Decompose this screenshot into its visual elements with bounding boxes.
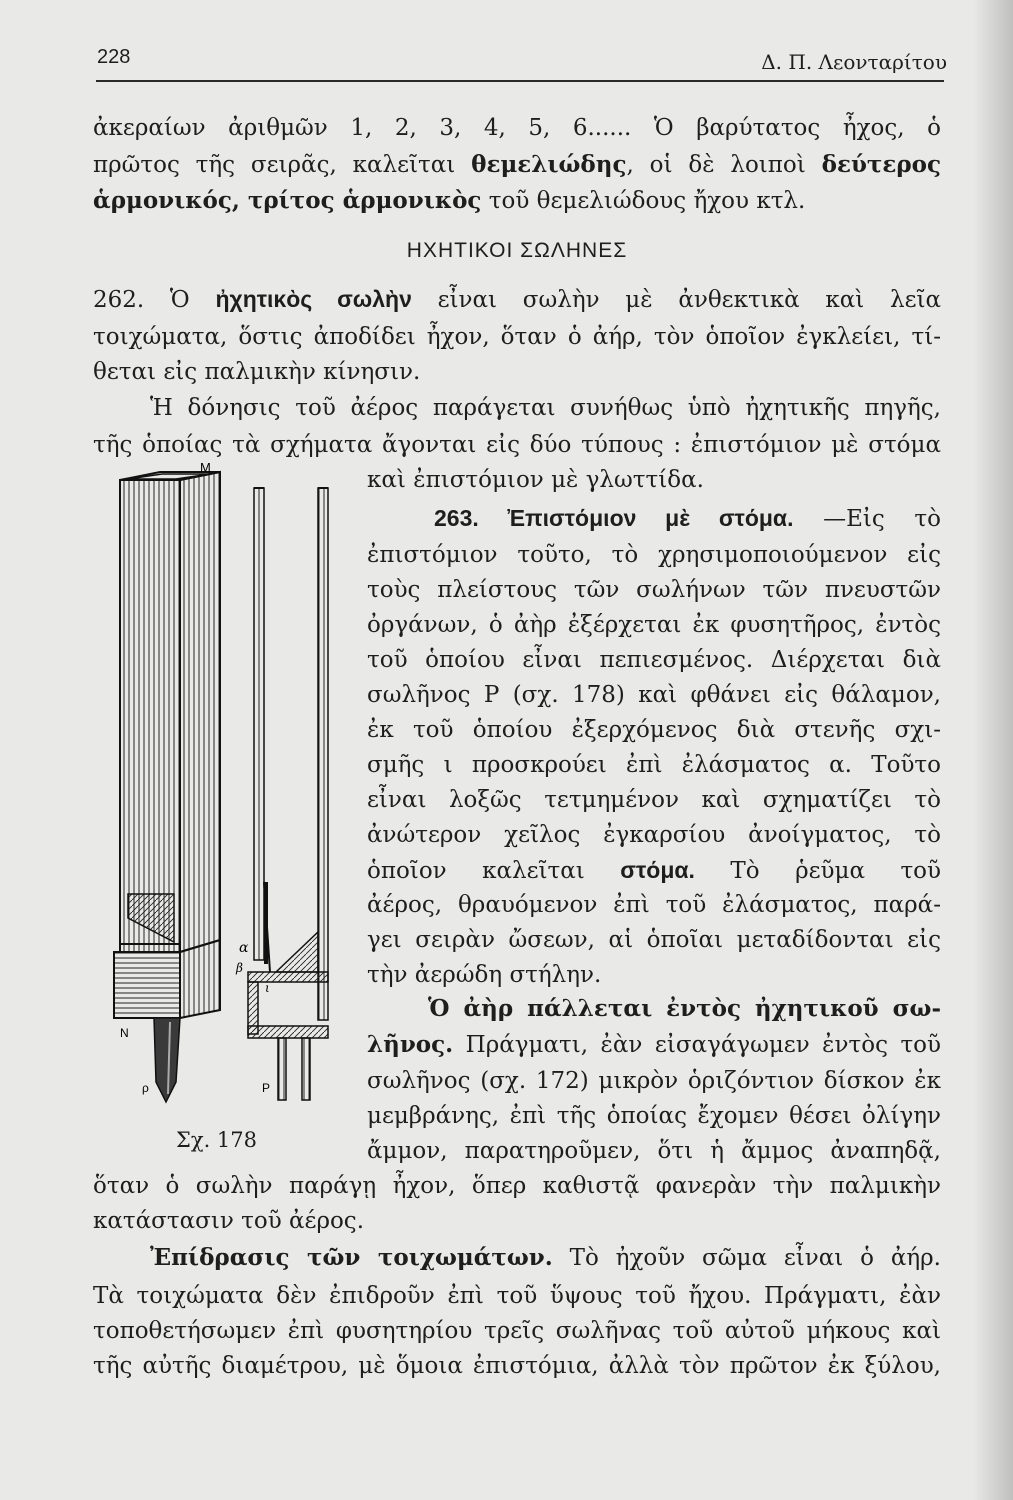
label-iota: ι [265, 981, 270, 995]
text-line: τὴν ἀερώδη στήλην. [367, 962, 602, 988]
organ-pipe-figure [108, 462, 358, 1132]
pipe-section-view [248, 488, 328, 1100]
text-line: ἐκ τοῦ ὁποίου ἐξερχόμενος διὰ στενῆς σχι- [367, 717, 941, 743]
text-line: ὁποῖον καλεῖται στόμα. Τὸ ῥεῦμα τοῦ [367, 857, 941, 884]
text-line: γει σειρὰν ὤσεων, αἱ ὁποῖαι μεταδίδονται εἰς [367, 927, 941, 953]
text-line: ἀνώτερον χεῖλος ἐγκαρσίου ἀνοίγματος, τὸ [367, 822, 941, 848]
page-number: 228 [97, 46, 131, 68]
text-line: ἐπιστόμιον τοῦτο, τὸ χρησιμοποιούμενον εἰς [367, 542, 941, 568]
text-line: κατάστασιν τοῦ ἀέρος. [93, 1208, 365, 1234]
text-line [428, 994, 941, 1024]
label-beta: β [236, 961, 243, 975]
label-alpha: α [239, 940, 249, 956]
header-rule [96, 80, 944, 82]
text-line: σωλῆνος Ρ (σχ. 178) καὶ φθάνει εἰς θάλαμον, [367, 682, 941, 708]
text-line: σμῆς ι προσκρούει ἐπὶ ἐλάσματος α. Τοῦτο [367, 752, 941, 778]
section-heading: ΗΧΗΤΙΚΟΙ ΣΩΛΗΝΕΣ [406, 239, 628, 262]
text-line: Τὰ τοιχώματα δὲν ἐπιδροῦν ἐπὶ τοῦ ὕψους τοῦ ἤχου. Πράγματι, ἐὰν [93, 1283, 941, 1309]
text-line: τῆς ὁποίας τὰ σχήματα ἄγονται εἰς δύο τύπους : ἐπιστόμιον μὲ στόμα [93, 432, 941, 458]
text-line: 262. Ὁ ἠχητικὸς σωλὴν εἶναι σωλὴν μὲ ἀνθεκτικὰ καὶ λεῖα [93, 286, 942, 313]
text-line: ἀκεραίων ἀριθμῶν 1, 2, 3, 4, 5, 6...... Ὁ βαρύτατος ἦχος, ὁ [93, 115, 941, 141]
text-line: ἄμμον, παρατηροῦμεν, ὅτι ἡ ἄμμος ἀναπηδᾷ, [367, 1138, 941, 1164]
page-edge-shadow [973, 0, 1013, 1500]
term-fundamental: θεμελιώδης [471, 151, 627, 178]
text-line: λῆνος. Πράγματι, ἐὰν εἰσαγάγωμεν ἐντὸς τοῦ [367, 1031, 942, 1058]
text-line: ἁρμονικός, τρίτος ἁρμονικὸς τοῦ θεμελιώδους ἤχου κτλ. [93, 187, 806, 214]
text-line: τοποθετήσωμεν ἐπὶ φυσητηρίου τρεῖς σωλῆνας τοῦ αὐτοῦ μήκους καὶ [93, 1318, 941, 1344]
text-line: ὀργάνων, ὁ ἀὴρ ἐξέρχεται ἐκ φυσητῆρος, ἐντὸς [367, 612, 941, 638]
figure-caption: Σχ. 178 [176, 1128, 258, 1152]
text-line: καὶ ἐπιστόμιον μὲ γλωττίδα. [367, 467, 704, 493]
text-line: πρῶτος τῆς σειρᾶς, καλεῖται θεμελιώδης, οἱ δὲ λοιποὶ δεύτερος [93, 151, 942, 178]
section-263-title: 263. Ἐπιστόμιον μὲ στόμα. [434, 505, 794, 531]
running-header-author: Δ. Π. Λεονταρίτου [761, 50, 947, 74]
term-second: δεύτερος [821, 151, 942, 178]
label-rho: ρ [142, 1081, 149, 1095]
text-line: θεται εἰς παλμικὴν κίνησιν. [93, 359, 421, 385]
text-line: 263. Ἐπιστόμιον μὲ στόμα. —Εἰς τὸ [434, 505, 941, 532]
walls-title: Ἐπίδρασις τῶν τοιχωμάτων. [150, 1244, 553, 1271]
text-line: ἀέρος, θραυόμενον ἐπὶ τοῦ ἐλάσματος, παρά- [367, 892, 941, 918]
text-line: εἶναι λοξῶς τετμημένον καὶ σχηματίζει τὸ [367, 787, 941, 813]
text-line: τοὺς πλείστους τῶν σωλήνων τῶν πνευστῶν [367, 577, 941, 603]
pipe-perspective-view [114, 472, 220, 1102]
term-mouth: στόμα. [620, 857, 695, 883]
text-line: τοιχώματα, ὅστις ἀποδίδει ἦχον, ὅταν ὁ ἀήρ, τὸν ὁποῖον ἐγκλείει, τί- [93, 324, 941, 350]
air-vibrates-title-end: λῆνος. [367, 1031, 454, 1058]
label-m: M [200, 462, 211, 475]
term-harmonics: ἁρμονικός, τρίτος ἁρμονικὸς [93, 187, 482, 214]
text-line: τῆς αὐτῆς διαμέτρου, μὲ ὅμοια ἐπιστόμια, ἀλλὰ τὸν πρῶτον ἐκ ξύλου, [93, 1353, 941, 1379]
text-line: σωλῆνος (σχ. 172) μικρὸν ὁριζόντιον δίσκον ἐκ [367, 1068, 941, 1094]
label-n: N [120, 1026, 129, 1040]
text-line: μεμβράνης, ἐπὶ τῆς ὁποίας ἔχομεν θέσει ὀλίγην [367, 1103, 941, 1129]
term-sound-tube: ἠχητικὸς σωλὴν [215, 286, 412, 312]
text-line: Ἐπίδρασις τῶν τοιχωμάτων. Τὸ ἠχοῦν σῶμα εἶναι ὁ ἀήρ. [150, 1244, 941, 1271]
text-line: τοῦ ὁποίου εἶναι πεπιεσμένος. Διέρχεται διὰ [367, 647, 941, 673]
air-vibrates-title: Ὁ ἀὴρ πάλλεται ἐντὸς ἠχητικοῦ σω- [428, 995, 941, 1022]
text-line: ὅταν ὁ σωλὴν παράγῃ ἦχον, ὅπερ καθιστᾷ φανερὰν τὴν παλμικὴν [93, 1173, 941, 1199]
label-p: P [262, 1081, 271, 1095]
text-line: Ἡ δόνησις τοῦ ἀέρος παράγεται συνήθως ὑπὸ ἠχητικῆς πηγῆς, [150, 395, 941, 421]
